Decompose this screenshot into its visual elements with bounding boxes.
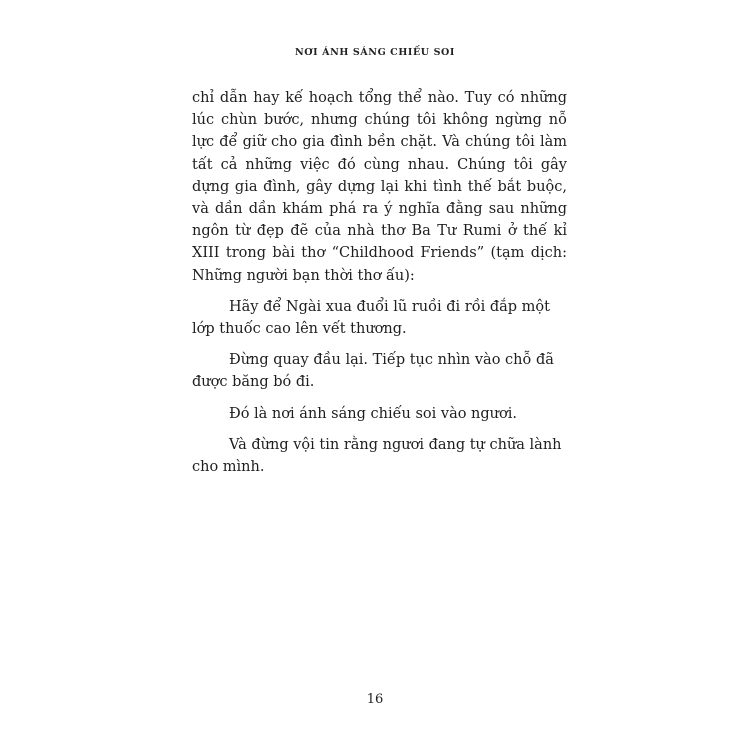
- verse-1: Hãy để Ngài xua đuổi lũ ruồi đi rồi đắp một lớp thuốc cao lên vết thương.: [192, 298, 550, 338]
- verse-4: Và đừng vội tin rằng ngươi đang tự chữa lành cho mình.: [192, 436, 562, 476]
- verse-3: Đó là nơi ánh sáng chiếu soi vào ngươi.: [229, 405, 517, 422]
- paragraph-gap: [192, 394, 567, 403]
- body-text: [192, 87, 567, 478]
- paragraph-gap: [192, 287, 567, 296]
- running-header: NƠI ÁNH SÁNG CHIẾU SOI: [295, 47, 455, 58]
- paragraph-gap: [192, 340, 567, 349]
- page-number: 16: [366, 692, 384, 707]
- paragraph-1: chỉ dẫn hay kế hoạch tổng thể nào. Tuy có những lúc chùn bước, nhưng chúng tôi không ngừng nỗ lực để giữ cho gia đình bền chặt. Và chúng tôi làm tất cả những việc đó cùng nhau. Chúng tôi gây dựng gia đình, gây dựng lại khi tình thế bắt buộc, và dần dần khám phá ra ý nghĩa đằng sau những ngôn từ đẹp đẽ của nhà thơ Ba Tư Rumi ở thế kỉ XIII trong bài thơ “Childhood Friends” (tạm dịch: Những người bạn thời thơ ấu):: [192, 90, 567, 284]
- paragraph-gap: [192, 425, 567, 434]
- verse-2: Đừng quay đầu lại. Tiếp tục nhìn vào chỗ đã được băng bó đi.: [192, 352, 554, 391]
